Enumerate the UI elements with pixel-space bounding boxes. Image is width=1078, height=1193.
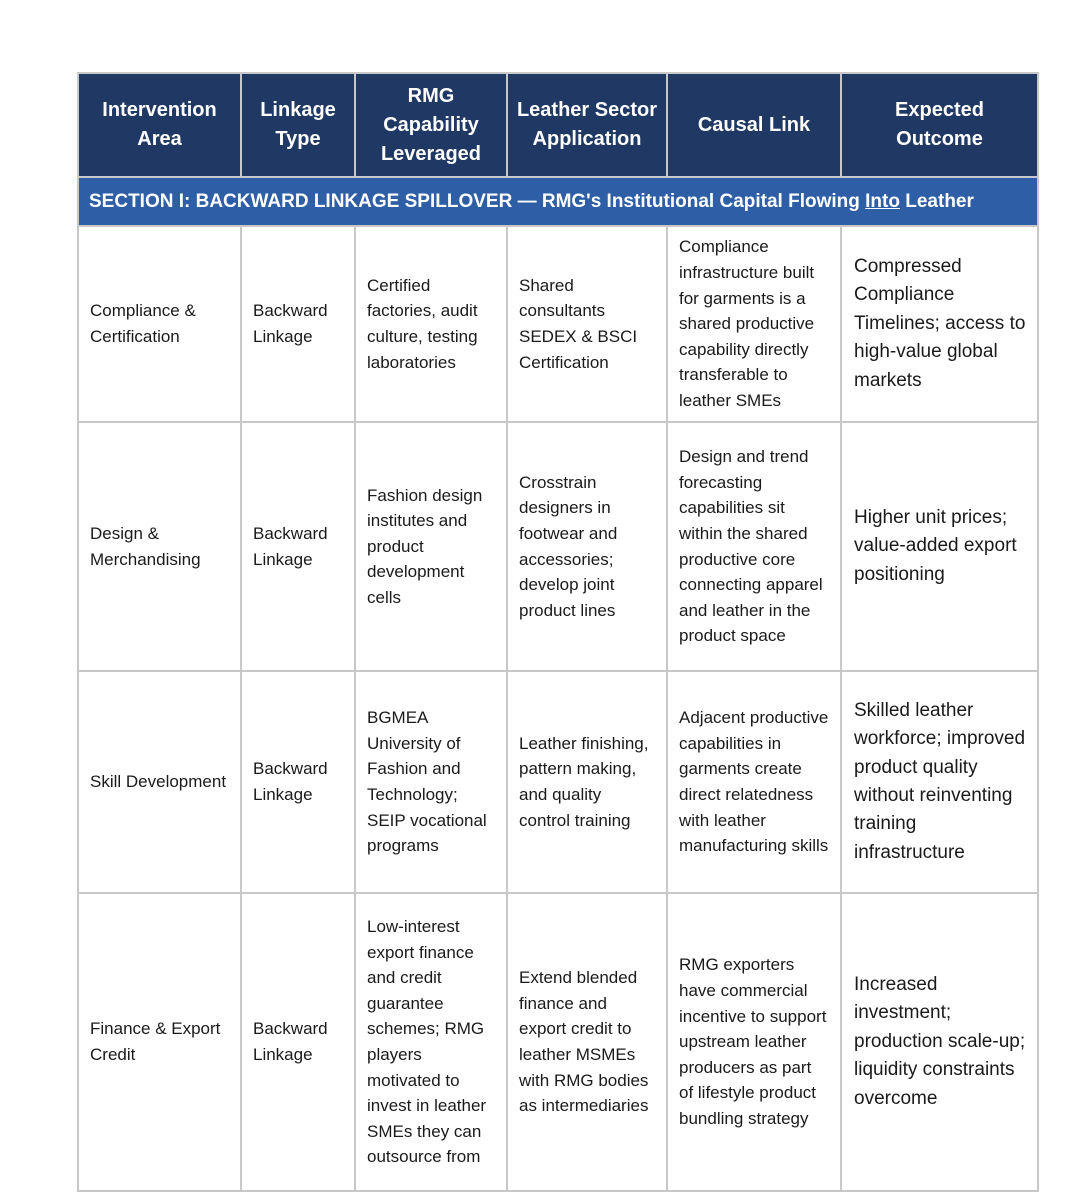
cell-intervention-area: Design & Merchandising — [78, 422, 241, 671]
section-title — [78, 177, 1038, 226]
header-expected-outcome: Expected Outcome — [841, 73, 1038, 177]
cell-expected-outcome: Higher unit prices; value-added export positioning — [841, 422, 1038, 671]
table-row — [78, 671, 1038, 893]
cell-intervention-area: Compliance & Certification — [78, 226, 241, 422]
cell-rmg-capability: Low-interest export finance and credit guarantee schemes; RMG players motivated to invest in leather SMEs they can outsource from — [355, 893, 507, 1191]
header-linkage-type: Linkage Type — [241, 73, 355, 177]
cell-rmg-capability: Certified factories, audit culture, testing laboratories — [355, 226, 507, 422]
cell-linkage-type: Backward Linkage — [241, 893, 355, 1191]
header-leather-application: Leather Sector Application — [507, 73, 667, 177]
cell-causal-link: RMG exporters have commercial incentive to support upstream leather producers as part of lifestyle product bundling strategy — [667, 893, 841, 1191]
cell-expected-outcome: Increased investment; production scale-up; liquidity constraints overcome — [841, 893, 1038, 1191]
cell-rmg-capability: BGMEA University of Fashion and Technology; SEIP vocational programs — [355, 671, 507, 893]
cell-causal-link: Design and trend forecasting capabilities sit within the shared productive core connecting apparel and leather in the product space — [667, 422, 841, 671]
table-row — [78, 422, 1038, 671]
header-intervention-area: Intervention Area — [78, 73, 241, 177]
cell-expected-outcome: Skilled leather workforce; improved product quality without reinventing training infrastructure — [841, 671, 1038, 893]
intervention-matrix-table — [77, 72, 1039, 1192]
section-title-suffix: Leather — [899, 190, 974, 212]
cell-rmg-capability: Fashion design institutes and product development cells — [355, 422, 507, 671]
cell-linkage-type: Backward Linkage — [241, 671, 355, 893]
cell-intervention-area: Finance & Export Credit — [78, 893, 241, 1191]
table-row — [78, 226, 1038, 422]
header-row — [78, 73, 1038, 177]
header-causal-link: Causal Link — [667, 73, 841, 177]
cell-causal-link: Adjacent productive capabilities in garments create direct relatedness with leather manufacturing skills — [667, 671, 841, 893]
section-title-prefix: SECTION I: BACKWARD LINKAGE SPILLOVER — RMG's Institutional Capital Flowing — [89, 190, 866, 212]
cell-causal-link: Compliance infrastructure built for garments is a shared productive capability directly transferable to leather SMEs — [667, 226, 841, 422]
section-title-underlined: Into — [865, 190, 900, 212]
cell-leather-application: Leather finishing, pattern making, and quality control training — [507, 671, 667, 893]
cell-linkage-type: Backward Linkage — [241, 422, 355, 671]
cell-leather-application: Shared consultants SEDEX & BSCI Certification — [507, 226, 667, 422]
table-row — [78, 893, 1038, 1191]
cell-expected-outcome: Compressed Compliance Timelines; access to high-value global markets — [841, 226, 1038, 422]
section-row — [78, 177, 1038, 226]
header-rmg-capability: RMG Capability Leveraged — [355, 73, 507, 177]
cell-leather-application: Crosstrain designers in footwear and accessories; develop joint product lines — [507, 422, 667, 671]
cell-linkage-type: Backward Linkage — [241, 226, 355, 422]
cell-leather-application: Extend blended finance and export credit to leather MSMEs with RMG bodies as intermediaries — [507, 893, 667, 1191]
cell-intervention-area: Skill Development — [78, 671, 241, 893]
